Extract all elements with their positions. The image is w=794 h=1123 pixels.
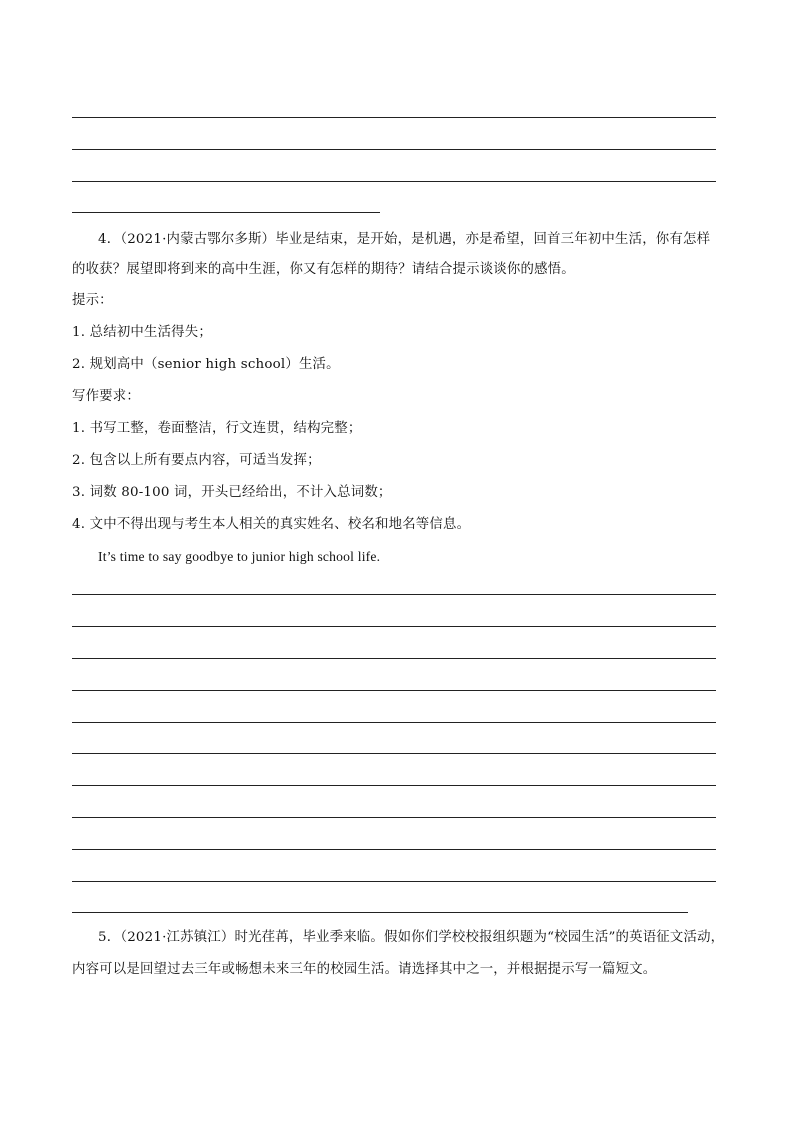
- requirement-item-2: 2. 包含以上所有要点内容，可适当发挥；: [72, 453, 321, 468]
- answer-line: [72, 785, 716, 786]
- question-4-line-1: 4．（2021·内蒙古鄂尔多斯）毕业是结束，是开始，是机遇，亦是希望，回首三年初中生活，你有怎样: [98, 232, 711, 247]
- answer-line: [72, 690, 716, 691]
- question-5-line-2: 内容可以是回望过去三年或畅想未来三年的校园生活。请选择其中之一，并根据提示写一篇短文。: [72, 962, 657, 977]
- answer-line: [72, 817, 716, 818]
- requirement-item-4: 4. 文中不得出现与考生本人相关的真实姓名、校名和地名等信息。: [72, 517, 471, 532]
- question-4-line-2: 的收获？展望即将到来的高中生涯，你又有怎样的期待？请结合提示谈谈你的感悟。: [72, 262, 575, 277]
- hint-title: 提示：: [72, 293, 113, 308]
- hint-item-2: 2. 规划高中（senior high school）生活。: [72, 357, 340, 372]
- answer-line: [72, 912, 688, 913]
- question-5-line-1: 5．（2021·江苏镇江）时光荏苒，毕业季来临。假如你们学校校报组织题为“校园生活”的英语征文活动，: [98, 930, 725, 945]
- essay-opening-sentence: It’s time to say goodbye to junior high school life.: [98, 549, 381, 564]
- answer-line: [72, 626, 716, 627]
- answer-line: [72, 881, 716, 882]
- answer-line: [72, 117, 716, 118]
- requirement-item-1: 1. 书写工整，卷面整洁，行文连贯，结构完整；: [72, 421, 362, 436]
- answer-line: [72, 849, 716, 850]
- requirement-item-3: 3. 词数 80-100 词，开头已经给出，不计入总词数；: [72, 485, 392, 500]
- hint-item-1: 1. 总结初中生活得失；: [72, 325, 212, 340]
- answer-line: [72, 181, 716, 182]
- answer-line: [72, 753, 716, 754]
- answer-line: [72, 212, 380, 213]
- requirements-title: 写作要求：: [72, 389, 140, 404]
- answer-line: [72, 594, 716, 595]
- answer-line: [72, 149, 716, 150]
- answer-line: [72, 722, 716, 723]
- answer-line: [72, 658, 716, 659]
